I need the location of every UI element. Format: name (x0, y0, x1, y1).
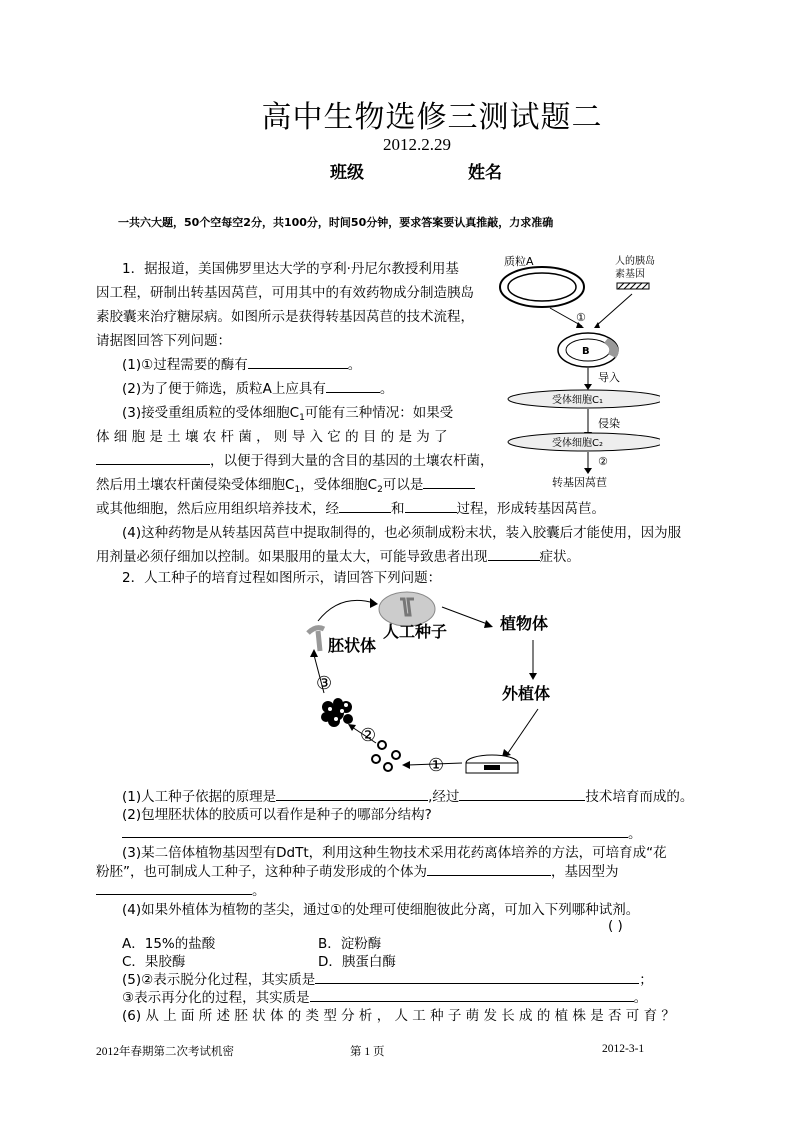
q1-s4-line1: (4)这种药物是从转基因莴苣中提取制得的，也必须制成粉末状，装入胶囊后才能使用，因为服 (122, 525, 682, 541)
plant-label: 植物体 (500, 614, 549, 633)
answer-blank[interactable] (488, 546, 540, 561)
seed-label: 人工种子 (383, 622, 448, 641)
step-2-label: ② (360, 725, 377, 746)
plasmid-b-label: B (582, 346, 590, 357)
answer-blank[interactable] (248, 354, 348, 369)
answer-blank[interactable] (326, 378, 380, 393)
answer-blank[interactable] (315, 969, 639, 984)
answer-blank[interactable] (122, 823, 628, 838)
step-1-label: ① (576, 311, 586, 324)
date: 2012.2.29 (383, 135, 451, 154)
callus (321, 698, 353, 727)
step-2-label: ② (598, 455, 608, 468)
answer-blank[interactable] (423, 474, 475, 489)
q2-s3-answer: 。 (96, 879, 266, 903)
page-title: 高中生物选修三测试题二 (261, 100, 603, 135)
q2-s4-answer-paren[interactable]: ( ) (608, 918, 623, 934)
page-number: 第 1 页 (350, 1046, 385, 1058)
option-d: D．胰蛋白酶 (318, 954, 396, 970)
answer-blank[interactable] (276, 786, 428, 801)
gene-label-1: 人的胰岛 (615, 256, 655, 267)
q2-s2: (2)包埋胚状体的胶质可以看作是种子的哪部分结构? (122, 807, 432, 823)
answer-blank[interactable] (427, 861, 551, 876)
plasmid-label: 质粒A (504, 255, 534, 268)
answer-blank[interactable] (96, 450, 210, 465)
option-c: C．果胶酶 (122, 954, 186, 970)
option-a: A．15%的盐酸 (122, 936, 216, 952)
artificial-seed-cycle-diagram (290, 585, 580, 785)
embryoid-icon (308, 628, 324, 651)
q2-s3-line1: (3)某二倍体植物基因型有DdTt，利用这种生物技术采用花药离体培养的方法，可培育成“花 (122, 845, 667, 861)
option-b: B．淀粉酶 (318, 936, 382, 952)
footer-date: 2012-3-1 (602, 1043, 645, 1055)
q2-s5-line2: ③表示再分化的过程，其实质是 。 (122, 986, 647, 1010)
answer-blank[interactable] (339, 498, 391, 513)
q1-s3-line1: (3)接受重组质粒的受体细胞$C_1$可能有三种情况：如果受 (122, 405, 454, 423)
cell (372, 755, 380, 763)
artificial-seed-icon (379, 592, 435, 626)
q2-s1: (1)人工种子依据的原理是 ,经过 技术培育而成的。 (122, 785, 693, 809)
class-label: 班级 (330, 163, 364, 183)
infect-label: 侵染 (598, 417, 620, 430)
q2-s5-line1: (5)②表示脱分化过程，其实质是 ； (122, 968, 653, 992)
cell (384, 763, 392, 771)
q1-s3-line2: 体 细 胞 是 土 壤 农 杆 菌 ， 则 导 入 它 的 目 的 是 为 了 (96, 429, 448, 445)
step-1-label: ① (428, 755, 445, 776)
q1-s3-line5: 或其他细胞，然后应用组织培养技术，经 和 过程，形成转基因莴苣。 (96, 497, 605, 521)
q1-intro-2: 因工程，研制出转基因莴苣，可用其中的有效药物成分制造胰岛 (96, 285, 474, 301)
q1-s1: (1)①过程需要的酶有 。 (122, 353, 361, 377)
q2-s3-line2: 粉胚”，也可制成人工种子，这种种子萌发形成的个体为 ，基因型为 (96, 860, 619, 884)
answer-blank[interactable] (96, 880, 252, 895)
cell-1-label: 受体细胞C₁ (552, 395, 603, 406)
gene-label-2: 素基因 (615, 269, 645, 280)
result-label: 转基因莴苣 (552, 476, 607, 489)
q1-intro-1: 1．据报道，美国佛罗里达大学的亨利·丹尼尔教授利用基 (122, 261, 459, 277)
q1-intro-3: 素胶囊来治疗糖尿病。如图所示是获得转基因莴苣的技术流程， (96, 309, 474, 325)
q1-s2: (2)为了便于筛选，质粒A上应具有 。 (122, 377, 393, 401)
instructions: 一共六大题，50个空每空2分，共100分，时间50分钟，要求答案要认真推敲，力求准确 (118, 216, 554, 229)
q1-s3-line3: ，以便于得到大量的含目的基因的土壤农杆菌， (96, 449, 494, 473)
q2-intro: 2．人工种子的培育过程如图所示，请回答下列问题： (122, 570, 442, 586)
answer-blank[interactable] (405, 498, 457, 513)
embryoid-label: 胚状体 (328, 636, 377, 655)
q2-s2-answer: 。 (122, 822, 642, 846)
q1-s4-line2: 用剂量必须仔细加以控制。如果服用的量太大，可能导致患者出现 症状。 (96, 545, 580, 569)
q2-s6: (6) 从 上 面 所 述 胚 状 体 的 类 型 分 析 ， 人 工 种 子 萌 发 长 成 的 植 株 是 否 可 育 ？ (122, 1008, 675, 1024)
answer-blank[interactable] (310, 987, 634, 1002)
explant-label: 外植体 (502, 684, 551, 703)
cell (378, 741, 386, 749)
transgenic-flow-diagram (490, 250, 660, 490)
q1-s3-line4: 然后用土壤农杆菌侵染受体细胞$C_1$，受体细胞$C_2$可以是 (96, 473, 475, 502)
footer-left: 2012年春期第二次考试机密 (96, 1046, 234, 1058)
import-label: 导入 (598, 371, 620, 384)
step-3-label: ③ (316, 673, 333, 694)
cell-2-label: 受体细胞C₂ (552, 438, 603, 449)
cell (392, 751, 400, 759)
name-label: 姓名 (468, 163, 502, 183)
answer-blank[interactable] (459, 786, 585, 801)
q1-intro-4: 请据图回答下列问题： (96, 333, 231, 349)
plasmid-a (500, 267, 584, 307)
q2-s4: (4)如果外植体为植物的茎尖，通过①的处理可使细胞彼此分离，可加入下列哪种试剂。 (122, 902, 640, 918)
